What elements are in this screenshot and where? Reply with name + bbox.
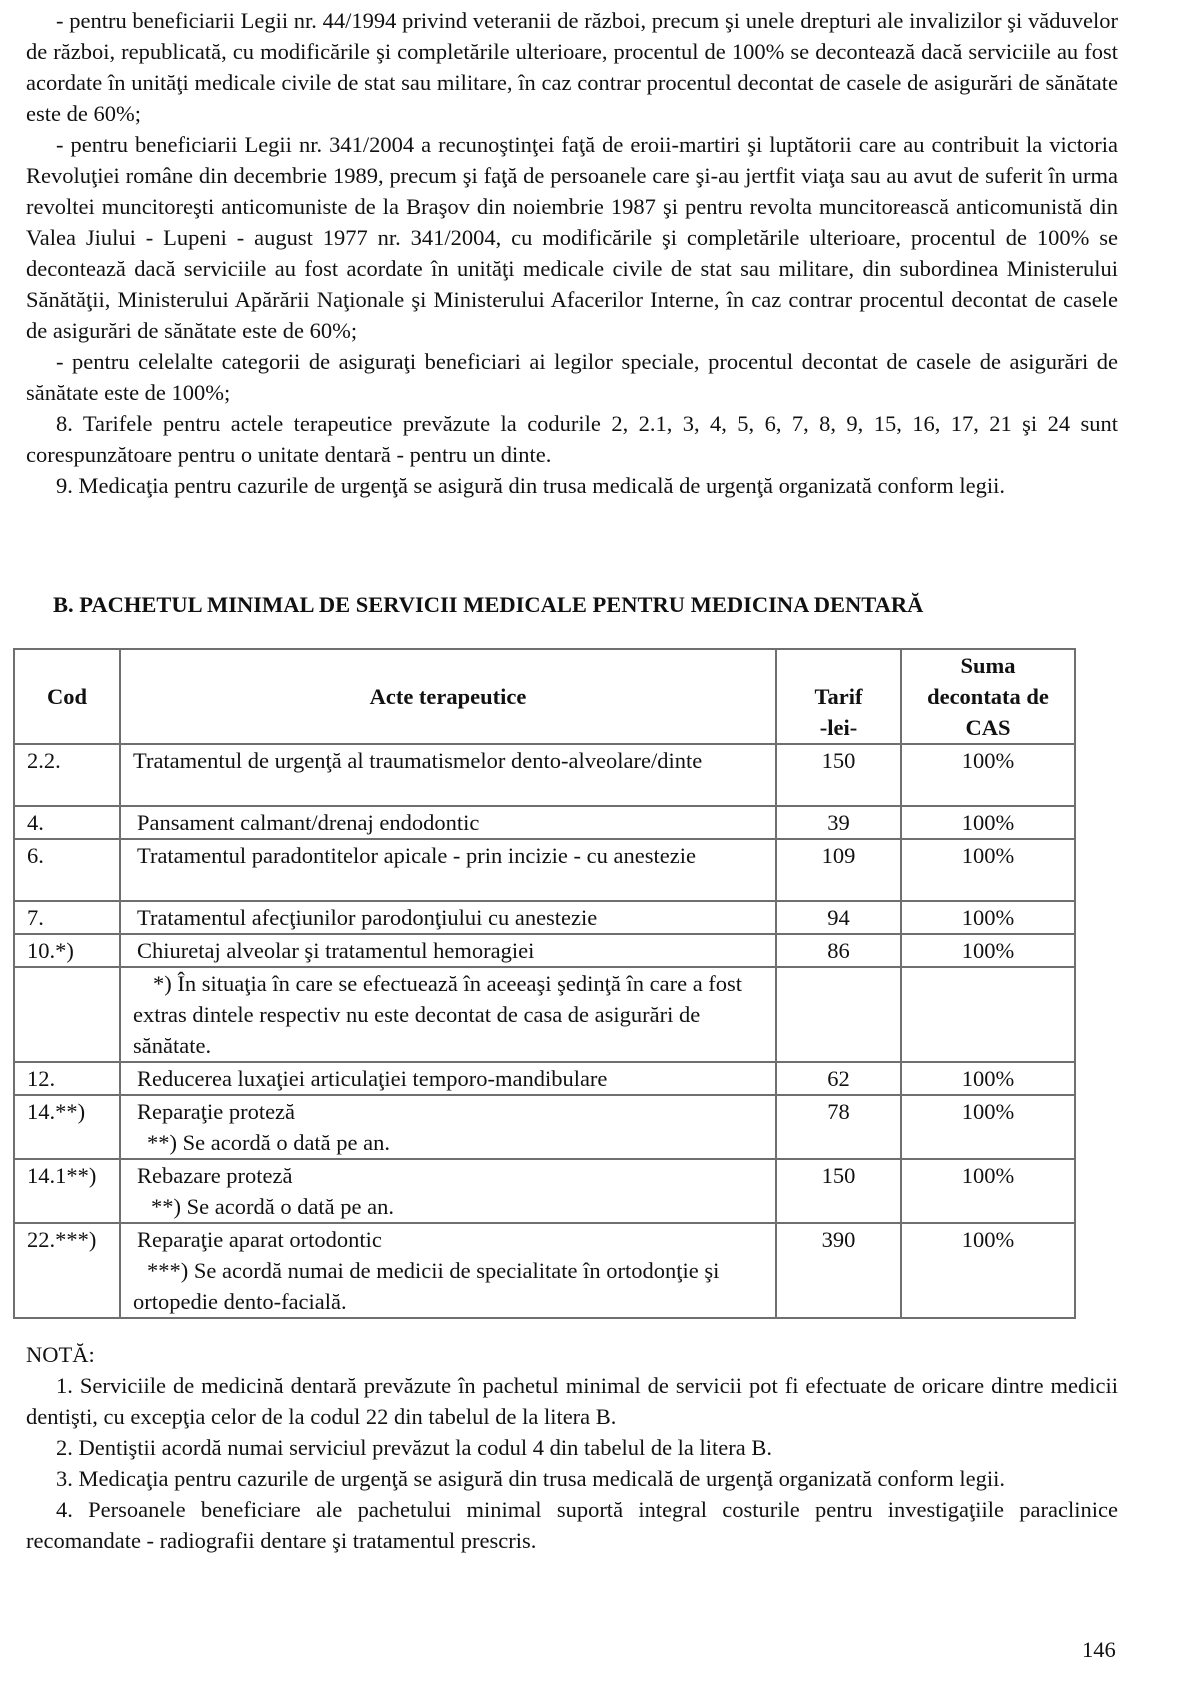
table-row <box>14 934 1075 967</box>
cell-cas: 100% <box>901 839 1075 901</box>
cell-act: Pansament calmant/drenaj endodontic <box>120 806 776 839</box>
header-act: Acte terapeutice <box>120 649 776 744</box>
table-row <box>14 1095 1075 1159</box>
tariff-table <box>13 648 1076 1319</box>
cell-cas: 100% <box>901 1095 1075 1159</box>
cell-code: 2.2. <box>14 744 120 806</box>
cell-code: 12. <box>14 1062 120 1095</box>
table-row <box>14 806 1075 839</box>
cell-act: Reparaţie aparat ortodontic ***) Se acordă numai de medicii de specialitate în ortodonţie şi ortopedie dento-facială. <box>120 1223 776 1318</box>
table-header-row <box>14 649 1075 744</box>
header-code: Cod <box>14 649 120 744</box>
cell-act: Reducerea luxaţiei articulaţiei temporo-mandibulare <box>120 1062 776 1095</box>
cell-code: 6. <box>14 839 120 901</box>
cell-code: 22.***) <box>14 1223 120 1318</box>
table-row <box>14 1062 1075 1095</box>
nota-item-4: 4. Persoanele beneficiare ale pachetului minimal suportă integral costurile pentru investigaţiile paraclinice recomandate - radiografii dentare şi tratamentul prescris. <box>26 1497 1118 1553</box>
cell-act: Reparaţie proteză **) Se acordă o dată pe an. <box>120 1095 776 1159</box>
paragraph-point-8: 8. Tarifele pentru actele terapeutice prevăzute la codurile 2, 2.1, 3, 4, 5, 6, 7, 8, 9, 15, 16, 17, 21 şi 24 sunt corespunzătoare pentru o unitate dentară - pentru un dinte. <box>26 411 1118 467</box>
cell-act: Tratamentul afecţiunilor parodonţiului cu anestezie <box>120 901 776 934</box>
paragraph-legea-44-1994: - pentru beneficiarii Legii nr. 44/1994 privind veteranii de război, precum şi unele drepturi ale invalizilor şi văduvelor de război, republicată, cu modificările şi completările ulterioare, procentul de 100% se decontează dacă serviciile au fost acordate în unităţi medicale civile de stat sau militare, în caz contrar procentul decontat de casele de asigurări de sănătate este de 60%; <box>26 8 1118 126</box>
cell-cas: 100% <box>901 1062 1075 1095</box>
cell-cas: 100% <box>901 1159 1075 1223</box>
table-row <box>14 1223 1075 1318</box>
cell-code: 4. <box>14 806 120 839</box>
cell-tariff: 78 <box>776 1095 901 1159</box>
cell-act: Rebazare proteză **) Se acordă o dată pe an. <box>120 1159 776 1223</box>
paragraph-point-9: 9. Medicaţia pentru cazurile de urgenţă se asigură din trusa medicală de urgenţă organizată conform legii. <box>56 473 1005 498</box>
table-row <box>14 839 1075 901</box>
cell-cas: 100% <box>901 901 1075 934</box>
cell-cas <box>901 967 1075 1062</box>
header-tariff: Tarif -lei- <box>776 649 901 744</box>
cell-cas: 100% <box>901 934 1075 967</box>
cell-code: 10.*) <box>14 934 120 967</box>
cell-tariff: 109 <box>776 839 901 901</box>
cell-act-footnote: *) În situaţia în care se efectuează în aceeaşi şedinţă în care a fost extras dintele respectiv nu este decontat de casa de asigurări de sănătate. <box>120 967 776 1062</box>
header-cas: Suma decontata de CAS <box>901 649 1075 744</box>
table-row-footnote <box>14 967 1075 1062</box>
cell-tariff: 62 <box>776 1062 901 1095</box>
cell-code <box>14 967 120 1062</box>
cell-code: 7. <box>14 901 120 934</box>
nota-item-2: 2. Dentiştii acordă numai serviciul prevăzut la codul 4 din tabelul de la litera B. <box>56 1435 773 1460</box>
table-row <box>14 1159 1075 1223</box>
paragraph-legea-341-2004: - pentru beneficiarii Legii nr. 341/2004 a recunoştinţei faţă de eroii-martiri şi luptătorii care au contribuit la victoria Revoluţiei române din decembrie 1989, precum şi faţă de persoanele care şi-au jertfit viaţa sau au avut de suferit în urma revoltei muncitoreşti anticomuniste de la Braşov din noiembrie 1987 şi pentru revolta muncitorească anticomunistă din Valea Jiului - Lupeni - august 1977 nr. 341/2004, cu modificările şi completările ulterioare, procentul de 100% se decontează dacă serviciile au fost acordate în unităţi medicale civile de stat sau militare, din subordinea Ministerului Sănătăţii, Ministerului Apărării Naţionale şi Ministerului Afacerilor Interne, în caz contrar procentul decontat de casele de asigurări de sănătate este de 60%; <box>26 132 1118 343</box>
cell-cas: 100% <box>901 806 1075 839</box>
nota-item-1: 1. Serviciile de medicină dentară prevăzute în pachetul minimal de servicii pot fi efectuate de oricare dintre medicii dentişti, cu excepţia celor de la codul 22 din tabelul de la litera B. <box>26 1373 1118 1429</box>
nota-item-3: 3. Medicaţia pentru cazurile de urgenţă se asigură din trusa medicală de urgenţă organizată conform legii. <box>56 1466 1005 1491</box>
nota-title: NOTĂ: <box>26 1342 95 1367</box>
cell-act: Tratamentul de urgenţă al traumatismelor dento-alveolare/dinte <box>120 744 776 806</box>
cell-cas: 100% <box>901 1223 1075 1318</box>
table-row <box>14 744 1075 806</box>
cell-act: Chiuretaj alveolar şi tratamentul hemoragiei <box>120 934 776 967</box>
cell-tariff: 39 <box>776 806 901 839</box>
cell-tariff: 150 <box>776 744 901 806</box>
cell-act: Tratamentul paradontitelor apicale - prin incizie - cu anestezie <box>120 839 776 901</box>
cell-tariff <box>776 967 901 1062</box>
cell-tariff: 150 <box>776 1159 901 1223</box>
page-number: 146 <box>1082 1637 1116 1662</box>
intro-text <box>26 5 1118 501</box>
cell-cas: 100% <box>901 744 1075 806</box>
paragraph-alte-categorii: - pentru celelalte categorii de asiguraţi beneficiari ai legilor speciale, procentul decontat de casele de asigurări de sănătate este de 100%; <box>26 349 1118 405</box>
cell-tariff: 86 <box>776 934 901 967</box>
table-row <box>14 901 1075 934</box>
nota-section <box>26 1339 1118 1556</box>
cell-tariff: 94 <box>776 901 901 934</box>
cell-code: 14.**) <box>14 1095 120 1159</box>
cell-tariff: 390 <box>776 1223 901 1318</box>
cell-code: 14.1**) <box>14 1159 120 1223</box>
section-title: B. PACHETUL MINIMAL DE SERVICII MEDICALE PENTRU MEDICINA DENTARĂ <box>53 592 924 617</box>
